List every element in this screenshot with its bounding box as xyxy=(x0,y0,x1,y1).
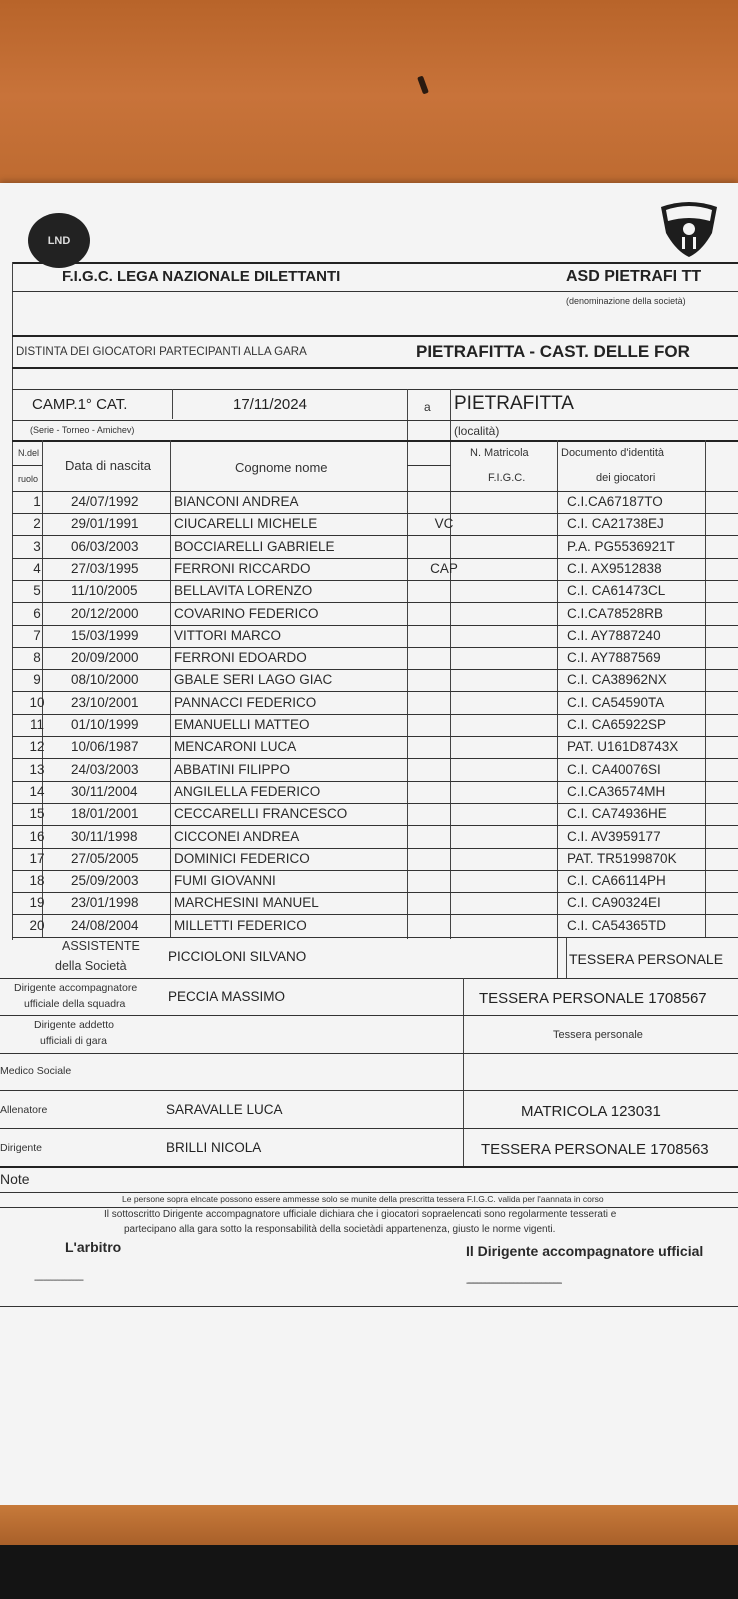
player-document: PAT. U161D8743X xyxy=(567,739,679,755)
club-caption: (denominazione della società) xyxy=(566,296,686,306)
accomp-label-1: Dirigente accompagnatore xyxy=(14,982,138,994)
league-title: F.I.G.C. LEGA NAZIONALE DILETTANTI xyxy=(62,268,341,285)
player-birthdate: 11/10/2005 xyxy=(71,583,138,599)
player-birthdate: 06/03/2003 xyxy=(71,538,139,554)
player-number: 9 xyxy=(33,672,41,688)
player-document: C.I. CA40076SI xyxy=(567,761,661,777)
table-row xyxy=(12,870,738,892)
player-document: C.I.CA36574MH xyxy=(567,783,666,799)
player-name: FUMI GIOVANNI xyxy=(174,873,276,889)
player-document: C.I.CA67187TO xyxy=(567,494,663,509)
table-row xyxy=(12,580,738,602)
player-birthdate: 29/01/1991 xyxy=(71,516,139,532)
table-row xyxy=(12,692,738,714)
table-row xyxy=(12,536,738,558)
addetto-doc: Tessera personale xyxy=(553,1029,643,1041)
location-caption: (località) xyxy=(454,424,500,438)
player-number: 13 xyxy=(29,761,45,777)
arbitro-signature-line: --------------------- xyxy=(34,1275,83,1286)
player-birthdate: 27/03/1995 xyxy=(71,560,139,576)
col-birth: Data di nascita xyxy=(65,458,151,473)
player-name: MENCARONI LUCA xyxy=(174,739,297,755)
player-number: 1 xyxy=(33,494,41,509)
player-name: CIUCARELLI MICHELE xyxy=(174,516,318,532)
player-name: BELLAVITA LORENZO xyxy=(174,583,313,599)
rule xyxy=(0,978,738,979)
player-name: DOMINICI FEDERICO xyxy=(174,850,310,866)
player-number: 10 xyxy=(29,694,45,710)
player-birthdate: 23/10/2001 xyxy=(71,694,139,710)
player-document: C.I. AX9512838 xyxy=(567,560,662,576)
rule xyxy=(12,465,42,466)
player-name: CECCARELLI FRANCESCO xyxy=(174,806,348,822)
player-document: C.I. CA54590TA xyxy=(567,694,665,710)
player-name: PANNACCI FEDERICO xyxy=(174,694,317,710)
rule xyxy=(12,420,738,421)
player-document: C.I.CA78528RB xyxy=(567,605,664,621)
allenatore-label: Allenatore xyxy=(0,1104,48,1116)
accomp-name: PECCIA MASSIMO xyxy=(168,989,286,1004)
wood-surface-bottom xyxy=(0,1505,738,1545)
table-row xyxy=(12,625,738,647)
form-title: DISTINTA DEI GIOCATORI PARTECIPANTI ALLA GARA xyxy=(16,346,307,358)
assistente-doc: TESSERA PERSONALE xyxy=(569,951,724,967)
player-name: FERRONI RICCARDO xyxy=(174,560,311,576)
player-document: C.I. CA65922SP xyxy=(567,717,667,732)
col-doc-2: dei giocatori xyxy=(596,472,656,484)
footer-note-3: partecipano alla gara sotto la responsabilità della societàdi appartenenza, giusto le norme vigenti. xyxy=(124,1224,556,1235)
player-role: CAP xyxy=(430,560,458,576)
rule xyxy=(0,1053,738,1054)
player-birthdate: 10/06/1987 xyxy=(71,739,139,755)
rule xyxy=(12,937,738,938)
col-n-ruolo-1: N.del xyxy=(18,448,40,458)
location-value: PIETRAFITTA xyxy=(454,393,574,414)
club-shield-logo xyxy=(656,199,722,259)
rule xyxy=(12,335,738,337)
rule xyxy=(566,938,567,978)
rule xyxy=(12,262,738,264)
player-name: CICCONEI ANDREA xyxy=(174,828,300,844)
col-name: Cognome nome xyxy=(235,460,328,475)
table-row xyxy=(12,803,738,825)
table-row xyxy=(12,848,738,870)
dirigente-sign-label: Il Dirigente accompagnatore ufficial xyxy=(466,1243,704,1259)
player-name: FERRONI EDOARDO xyxy=(174,650,307,666)
table-row xyxy=(12,736,738,758)
table-row xyxy=(12,915,738,937)
col-n-ruolo-2: ruolo xyxy=(18,474,39,484)
player-document: C.I. CA66114PH xyxy=(567,873,666,889)
table-row xyxy=(12,558,738,580)
player-number: 17 xyxy=(29,850,45,866)
table-row xyxy=(12,647,738,669)
footer-note-1: Le persone sopra elncate possono essere ammesse solo se munite della prescritta tessera F.I.G.C. valida per l'aannata in corso xyxy=(122,1194,604,1204)
addetto-label-1: Dirigente addetto xyxy=(34,1019,114,1031)
note-label: Note xyxy=(0,1171,30,1187)
dark-bottom-edge xyxy=(0,1545,738,1599)
rule xyxy=(463,978,464,1166)
player-name: ANGILELLA FEDERICO xyxy=(174,783,321,799)
player-name: BIANCONI ANDREA xyxy=(174,494,299,509)
player-birthdate: 24/03/2003 xyxy=(71,761,139,777)
competition-value: CAMP.1° CAT. xyxy=(32,396,128,413)
player-birthdate: 27/05/2005 xyxy=(71,850,139,866)
table-row xyxy=(12,892,738,914)
player-number: 19 xyxy=(29,895,45,911)
table-row xyxy=(12,603,738,625)
player-document: C.I. AY7887240 xyxy=(567,627,661,643)
player-birthdate: 15/03/1999 xyxy=(71,627,139,643)
rule xyxy=(12,440,738,442)
player-document: PAT. TR5199870K xyxy=(567,850,677,866)
player-name: VITTORI MARCO xyxy=(174,627,282,643)
table-row xyxy=(12,513,738,535)
player-birthdate: 08/10/2000 xyxy=(71,672,139,688)
a-label: a xyxy=(424,400,431,414)
player-document: C.I. AY7887569 xyxy=(567,650,661,666)
player-name: GBALE SERI LAGO GIAC xyxy=(174,672,333,688)
table-row xyxy=(12,714,738,736)
accomp-doc: TESSERA PERSONALE 1708567 xyxy=(479,990,707,1007)
addetto-label-2: ufficiali di gara xyxy=(40,1035,107,1047)
player-name: BOCCIARELLI GABRIELE xyxy=(174,538,335,554)
player-document: C.I. CA90324EI xyxy=(567,895,661,911)
rule xyxy=(0,1306,738,1307)
player-birthdate: 20/12/2000 xyxy=(71,605,139,621)
rule xyxy=(12,291,738,292)
medico-label: Medico Sociale xyxy=(0,1065,72,1077)
player-name: EMANUELLI MATTEO xyxy=(174,717,310,732)
player-birthdate: 30/11/2004 xyxy=(71,783,138,799)
assistente-name: PICCIOLONI SILVANO xyxy=(168,949,307,964)
footer-note-2: Il sottoscritto Dirigente accompagnatore ufficiale dichiara che i giocatori sopraelencati sono regolarmente tesserati e xyxy=(104,1209,617,1220)
player-number: 3 xyxy=(33,538,41,554)
player-birthdate: 24/08/2004 xyxy=(71,917,139,933)
player-document: C.I. CA74936HE xyxy=(567,806,667,822)
player-number: 7 xyxy=(33,627,41,643)
rule xyxy=(12,367,738,369)
player-birthdate: 01/10/1999 xyxy=(71,717,139,732)
player-number: 16 xyxy=(29,828,45,844)
player-document: C.I. CA21738EJ xyxy=(567,516,664,532)
player-number: 12 xyxy=(29,739,45,755)
player-birthdate: 23/01/1998 xyxy=(71,895,139,911)
wood-mark xyxy=(417,76,429,95)
player-birthdate: 20/09/2000 xyxy=(71,650,139,666)
player-number: 18 xyxy=(29,873,45,889)
player-number: 2 xyxy=(33,516,41,532)
allenatore-name: SARAVALLE LUCA xyxy=(166,1102,283,1117)
lnd-logo: LND xyxy=(28,213,90,268)
rule xyxy=(0,1128,738,1129)
dirigente-name: BRILLI NICOLA xyxy=(166,1140,262,1155)
player-document: C.I. AV3959177 xyxy=(567,828,661,844)
assistente-label-1: ASSISTENTE xyxy=(62,939,140,953)
player-birthdate: 30/11/1998 xyxy=(71,828,138,844)
player-number: 8 xyxy=(33,650,41,666)
rule xyxy=(172,389,173,419)
dirigente-signature-line: ----------------------------------------------------------------------- xyxy=(466,1278,561,1289)
player-birthdate: 24/07/1992 xyxy=(71,494,139,509)
player-number: 5 xyxy=(33,583,41,599)
rule xyxy=(12,389,738,390)
col-matricola-1: N. Matricola xyxy=(470,447,529,459)
table-row xyxy=(12,491,738,513)
table-row xyxy=(12,781,738,803)
player-birthdate: 25/09/2003 xyxy=(71,873,139,889)
match-date: 17/11/2024 xyxy=(233,396,307,413)
club-name: ASD PIETRAFI TT xyxy=(566,268,702,285)
table-row xyxy=(12,826,738,848)
col-matricola-2: F.I.G.C. xyxy=(488,472,526,484)
player-document: C.I. CA61473CL xyxy=(567,583,666,599)
player-birthdate: 18/01/2001 xyxy=(71,806,139,822)
dirigente-label: Dirigente xyxy=(0,1142,43,1154)
player-role: VC xyxy=(434,516,454,532)
rule xyxy=(0,1015,738,1016)
player-number: 14 xyxy=(29,783,45,799)
player-number: 6 xyxy=(33,605,41,621)
table-row xyxy=(12,669,738,691)
player-number: 4 xyxy=(33,560,41,576)
match-title: PIETRAFITTA - CAST. DELLE FOR xyxy=(416,342,690,361)
accomp-label-2: ufficiale della squadra xyxy=(24,998,126,1010)
player-name: COVARINO FEDERICO xyxy=(174,605,319,621)
player-number: 15 xyxy=(29,806,45,822)
col-doc-1: Documento d'identità xyxy=(561,447,664,459)
arbitro-label: L'arbitro xyxy=(65,1239,122,1255)
assistente-label-2: della Società xyxy=(55,959,127,973)
player-number: 20 xyxy=(29,917,45,933)
player-document: C.I. CA38962NX xyxy=(567,672,667,688)
rule xyxy=(0,1166,738,1168)
table-row xyxy=(12,759,738,781)
player-document: C.I. CA54365TD xyxy=(567,917,667,933)
rule xyxy=(0,1192,738,1193)
player-name: ABBATINI FILIPPO xyxy=(174,761,291,777)
rule xyxy=(0,1207,738,1208)
competition-caption: (Serie - Torneo - Amichev) xyxy=(30,425,135,435)
player-name: MILLETTI FEDERICO xyxy=(174,917,307,933)
player-document: P.A. PG5536921T xyxy=(567,538,675,554)
rule xyxy=(407,465,451,466)
allenatore-doc: MATRICOLA 123031 xyxy=(521,1103,661,1120)
dirigente-doc: TESSERA PERSONALE 1708563 xyxy=(481,1141,709,1158)
player-number: 11 xyxy=(29,717,44,732)
player-name: MARCHESINI MANUEL xyxy=(174,895,319,911)
rule xyxy=(0,1090,738,1091)
